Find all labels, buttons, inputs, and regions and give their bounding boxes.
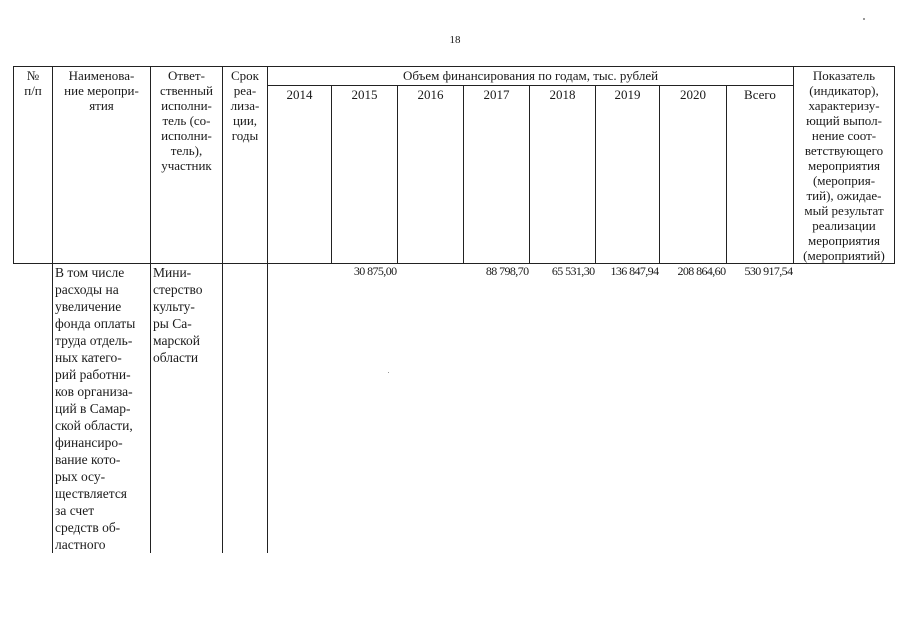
header-year-2018: 2018 xyxy=(530,86,596,264)
header-year-2015: 2015 xyxy=(332,86,398,264)
scan-mark xyxy=(863,18,865,20)
table-header xyxy=(14,67,895,264)
value-2017: 88 798,70 xyxy=(485,264,529,278)
header-year-2014: 2014 xyxy=(268,86,332,264)
row-measure-name: В том числе расходы на увеличение фонда оплаты труда отдель- ных катего- рий работни- ков организа- ций в Самар- ской области, финансиро- вание кото- рых осу- ществляется за счет средств об- ластного xyxy=(53,264,151,554)
row-indicator xyxy=(794,264,895,554)
header-executor: Ответ- ственный исполни- тель (со- исполни- тель), участник xyxy=(151,67,223,264)
header-term: Срок реа- лиза- ции, годы xyxy=(223,67,268,264)
table-row xyxy=(14,264,895,554)
value-total: 530 917,54 xyxy=(744,264,793,278)
value-2018: 65 531,30 xyxy=(551,264,595,278)
value-2015: 30 875,00 xyxy=(353,264,397,278)
header-measure-name: Наименова- ние меропри- ятия xyxy=(53,67,151,264)
page-number: 18 xyxy=(449,34,461,46)
value-2020: 208 864,60 xyxy=(677,264,726,278)
header-total: Всего xyxy=(727,86,794,264)
row-number xyxy=(14,264,53,554)
header-year-2017: 2017 xyxy=(464,86,530,264)
header-year-2020: 2020 xyxy=(660,86,727,264)
value-2019: 136 847,94 xyxy=(610,264,659,278)
header-financing: Объем финансирования по годам, тыс. рублей xyxy=(268,67,794,86)
header-year-2019: 2019 xyxy=(596,86,660,264)
value-2014 xyxy=(268,264,332,554)
header-indicator: Показатель (индикатор), характеризу- ющий выпол- нение соот- ветствующего мероприятия (мероприя- тий), ожидае- мый результат реализации мероприятия (мероприятий) xyxy=(794,67,895,264)
value-2016 xyxy=(398,264,464,554)
financing-table xyxy=(13,66,895,553)
row-executor: Мини- стерство культу- ры Са- марской области xyxy=(151,264,223,554)
header-number: № п/п xyxy=(14,67,53,264)
scan-mark xyxy=(388,372,389,373)
row-term xyxy=(223,264,268,554)
header-year-2016: 2016 xyxy=(398,86,464,264)
